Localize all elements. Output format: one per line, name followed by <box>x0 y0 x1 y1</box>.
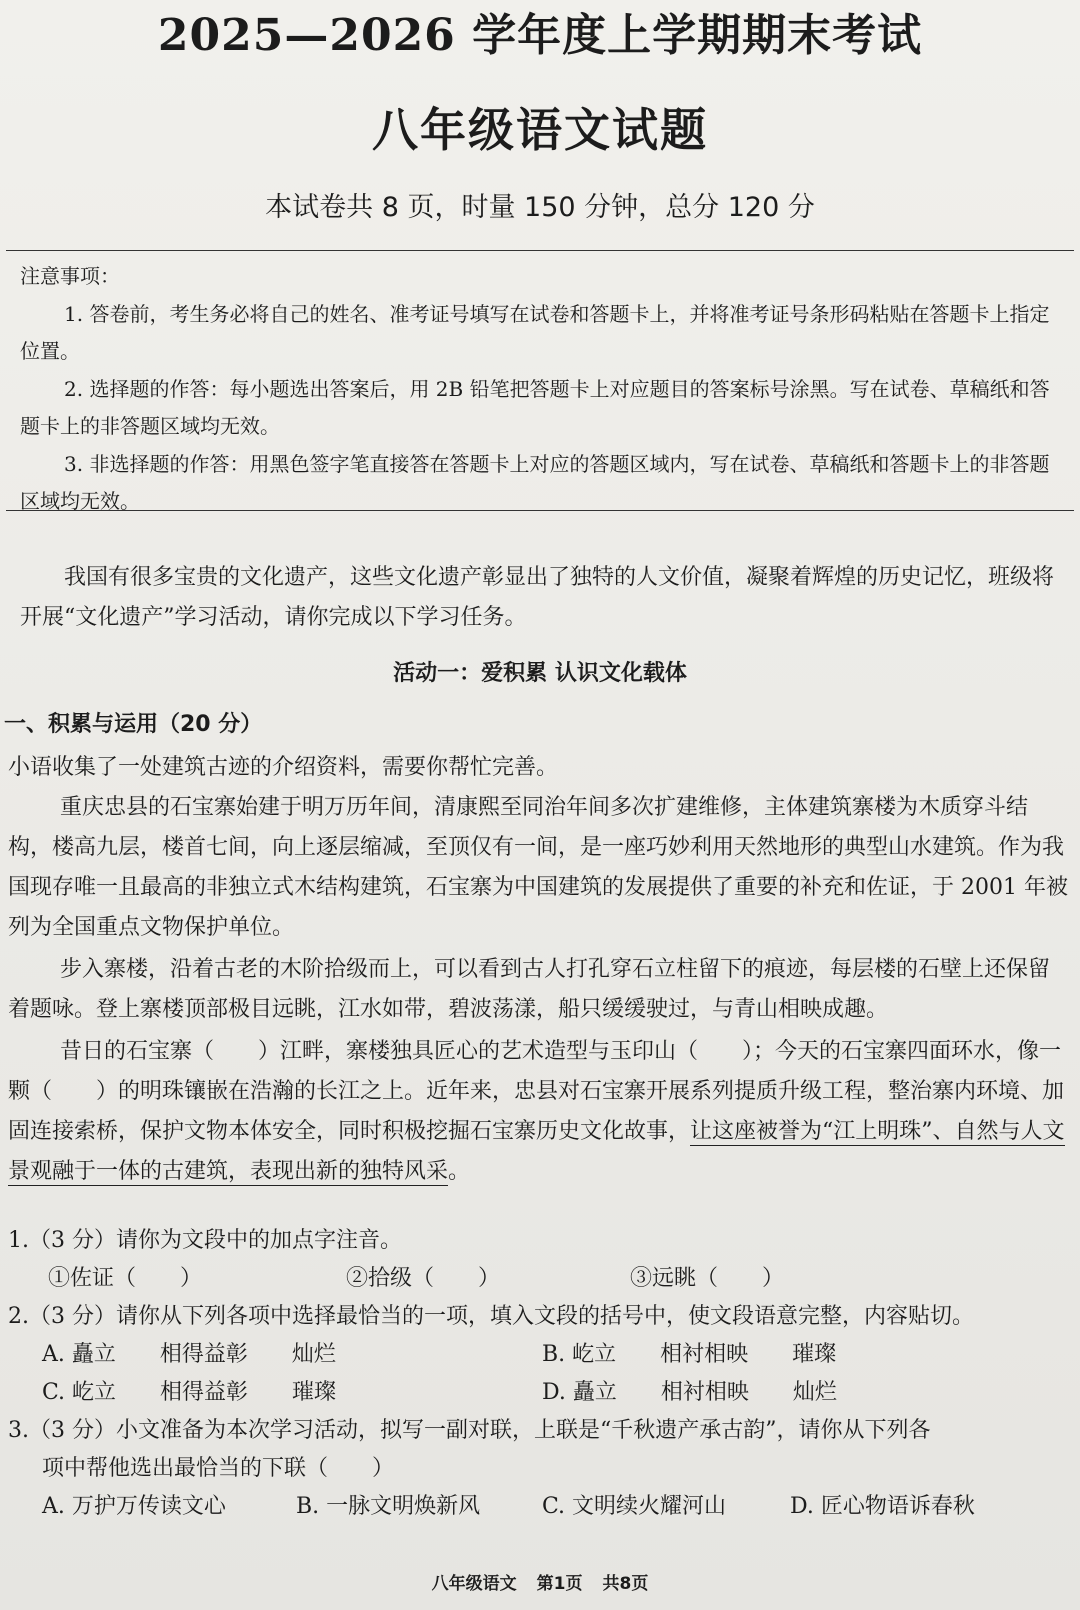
option-a[interactable]: A. 万护万传读文心 <box>42 1494 226 1519</box>
question-2 <box>8 1298 1072 1412</box>
underlined-sentence: 让这座被誉为“江上明珠”、自然与人文景观融于一体的古建筑，表现出新的独特风采 <box>8 1119 1065 1184</box>
option-c[interactable]: C. 屹立 相得益彰 璀璨 <box>42 1380 337 1405</box>
notice-item: 3. 非选择题的作答：用黑色签字笔直接答在答题卡上对应的答题区域内，写在试卷、草稿纸和答题卡上的非答题区域均无效。 <box>20 451 1050 513</box>
option-d[interactable]: D. 匠心物语诉春秋 <box>790 1494 975 1519</box>
footer-total: 共8页 <box>602 1574 649 1594</box>
notice-item: 2. 选择题的作答：每小题选出答案后，用 2B 铅笔把答题卡上对应题目的答案标号涂黑。写在试卷、草稿纸和答题卡上的非答题区域均无效。 <box>20 376 1050 438</box>
exam-title: 2025—2026 学年度上学期期末考试 <box>157 10 923 61</box>
passage-paragraph: 步入寨楼，沿着古老的木阶拾级而上，可以看到古人打孔穿石立柱留下的痕迹，每层楼的石壁上还保留着题咏。登上寨楼顶部极目远眺，江水如带，碧波荡漾，船只缓缓驶过，与青山相映成趣。 <box>8 957 1051 1022</box>
footer-page: 第1页 <box>536 1574 583 1594</box>
reading-passage <box>8 748 1068 1192</box>
passage-lead: 小语收集了一处建筑古迹的介绍资料，需要你帮忙完善。 <box>8 755 559 780</box>
exam-subtitle: 八年级语文试题 <box>372 103 708 157</box>
footer-subject: 八年级语文 <box>431 1574 517 1594</box>
option-c[interactable]: C. 文明续火耀河山 <box>542 1494 727 1519</box>
notice-item: 1. 答卷前，考生务必将自己的姓名、准考证号填写在试卷和答题卡上，并将准考证号条形码粘贴在答题卡上指定位置。 <box>20 301 1050 363</box>
question-text: 3.（3 分）小文准备为本次学习活动，拟写一副对联，上联是“千秋遗产承古韵”，请你从下列各 <box>8 1418 931 1443</box>
answer-blank[interactable]: ③远眺（ ） <box>630 1266 785 1291</box>
question-3 <box>8 1412 1072 1526</box>
paragraph-end: 。 <box>448 1159 471 1184</box>
option-b[interactable]: B. 一脉文明焕新风 <box>296 1494 481 1519</box>
divider-top <box>6 250 1074 251</box>
passage-paragraph: 重庆忠县的石宝寨始建于明万历年间，清康熙至同治年间多次扩建维修，主体建筑寨楼为木质穿斗结构，楼高九层，楼首七间，向上逐层缩减，至顶仅有一间，是一座巧妙利用天然地形的典型山水建筑。作为我国现存唯一且最高的非独立式木结构建筑，石宝寨为中国建筑的发展提供了重要的补充和佐证，于 2001 年被列为全国重点文物保护单位。 <box>8 795 1068 940</box>
intro-section <box>20 558 1066 638</box>
exam-info: 本试卷共 8 页，时量 150 分钟，总分 120 分 <box>265 192 815 223</box>
paragraph-text: 昔日的石宝寨（ ）江畔，寨楼独具匠心的艺术造型与玉印山（ ）；今天的石宝寨四面环水，像一颗（ ）的明珠镶嵌在浩瀚的长江之上。近年来，忠县对石宝寨开展系列提质升级工程，整治寨内环境、加固连接索桥，保护文物本体安全，同时积极挖掘石宝寨历史文化故事， <box>8 1039 1065 1144</box>
questions-section <box>8 1222 1072 1526</box>
answer-blank[interactable]: ①佐证（ ） <box>48 1266 203 1291</box>
passage-paragraph <box>8 1032 1068 1192</box>
activity-title: 活动一：爱积累 认识文化载体 <box>393 661 687 686</box>
divider-bottom <box>6 510 1074 511</box>
section-heading: 一、积累与运用（20 分） <box>4 712 263 737</box>
answer-blank[interactable]: ②拾级（ ） <box>346 1266 501 1291</box>
page-footer <box>0 1570 1080 1598</box>
option-b[interactable]: B. 屹立 相衬相映 璀璨 <box>542 1342 837 1367</box>
intro-text: 我国有很多宝贵的文化遗产，这些文化遗产彰显出了独特的人文价值，凝聚着辉煌的历史记忆，班级将开展“文化遗产”学习活动，请你完成以下学习任务。 <box>20 565 1055 630</box>
notice-section <box>20 258 1066 521</box>
option-d[interactable]: D. 矗立 相衬相映 灿烂 <box>542 1380 837 1405</box>
option-a[interactable]: A. 矗立 相得益彰 灿烂 <box>42 1342 336 1367</box>
question-text-cont: 项中帮他选出最恰当的下联（ ） <box>42 1456 395 1481</box>
question-text: 1.（3 分）请你为文段中的加点字注音。 <box>8 1228 402 1253</box>
question-1 <box>8 1222 1072 1298</box>
question-text: 2.（3 分）请你从下列各项中选择最恰当的一项，填入文段的括号中，使文段语意完整，内容贴切。 <box>8 1304 974 1329</box>
notice-heading: 注意事项： <box>20 264 120 288</box>
